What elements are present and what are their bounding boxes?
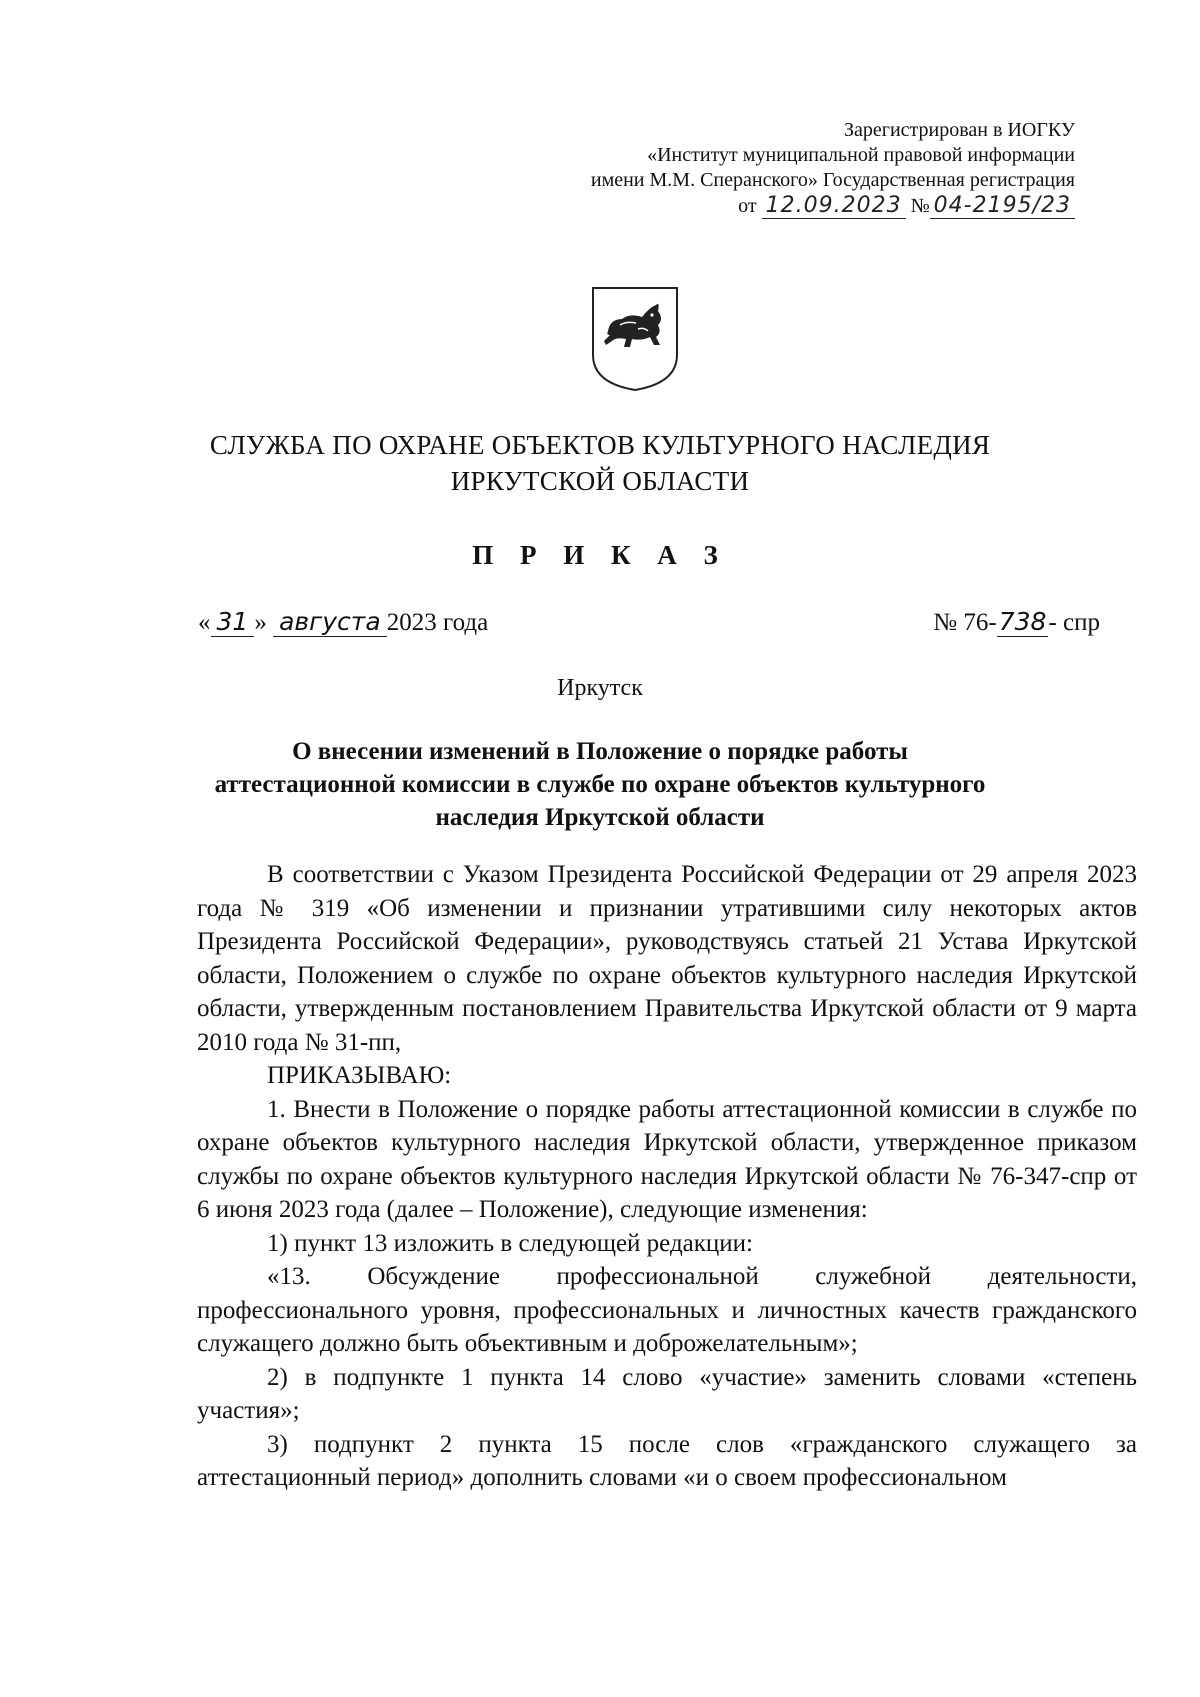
registration-line-2: «Институт муниципальной правовой информации [647, 144, 1075, 166]
order-word: ПРИКАЗЫВАЮ: [267, 1062, 452, 1089]
order-number-prefix: № 76- [933, 609, 997, 636]
date-open-quote: « [198, 609, 211, 636]
agency-name-line-1: СЛУЖБА ПО ОХРАНЕ ОБЪЕКТОВ КУЛЬТУРНОГО НАСЛЕДИЯ [209, 430, 991, 460]
date-month: августа [273, 607, 387, 637]
registration-line-1: Зарегистрирован в ИОГКУ [844, 119, 1075, 141]
registration-date: 12.09.2023 [762, 193, 906, 219]
registration-no-label: № [910, 195, 930, 217]
registration-date-line [591, 193, 1075, 219]
registration-stamp [591, 118, 1075, 219]
date-year: 2023 года [386, 609, 489, 636]
order-body [197, 858, 1137, 1495]
irkutsk-coat-of-arms-icon [590, 285, 680, 393]
preamble-paragraph: В соответствии с Указом Президента Российской Федерации от 29 апреля 2023 года № 319 «Об изменении и признании утратившими силу некоторых актов Президента Российской Федерации», руководствуясь статьей 21 Устава Иркутской области, Положением о службе по охране объектов культурного наследия Иркутской области, утвержденным постановлением Правительства Иркутской области от 9 марта 2010 года № 31-пп, [197, 861, 1137, 1056]
order-title: П Р И К А З [472, 540, 728, 570]
agency-name-line-2: ИРКУТСКОЙ ОБЛАСТИ [450, 466, 750, 496]
date-close-quote: » [254, 609, 267, 636]
subparagraph-3: 3) подпункт 2 пункта 15 после слов «гражданского служащего за аттестационный период» дополнить словами «и о своем профессиональном [197, 1430, 1137, 1491]
registration-from-label: от [738, 195, 757, 217]
order-number [933, 607, 1100, 637]
registration-line-3: имени М.М. Сперанского» Государственная регистрация [590, 169, 1075, 191]
subparagraph-1-text: «13. Обсуждение профессиональной служебной деятельности, профессионального уровня, профессиональных и личностных качеств гражданского служащего должно быть объективным и доброжелательным»; [197, 1263, 1137, 1357]
order-number-suffix: - спр [1048, 609, 1100, 636]
order-subject: О внесении изменений в Положение о порядке работы аттестационной комиссии в службе по охране объектов культурного наследия Иркутской области [214, 738, 986, 831]
subparagraph-1: 1) пункт 13 изложить в следующей редакции: [267, 1229, 753, 1257]
date-day: 31 [211, 607, 255, 637]
order-date [198, 607, 488, 637]
registration-number: 04-2195/23 [930, 193, 1075, 219]
subparagraph-2: 2) в подпункте 1 пункта 14 слово «участие» заменить словами «степень участия»; [197, 1363, 1137, 1424]
order-number-value: 738 [998, 607, 1047, 636]
agency-name [0, 427, 1200, 499]
paragraph-1: 1. Внести в Положение о порядке работы аттестационной комиссии в службе по охране объектов культурного наследия Иркутской области, утвержденное приказом службы по охране объектов культурного наследия Иркутской области № 76-347-спр от 6 июня 2023 года (далее – Положение), следующие изменения: [197, 1095, 1137, 1223]
city: Иркутск [557, 675, 643, 701]
